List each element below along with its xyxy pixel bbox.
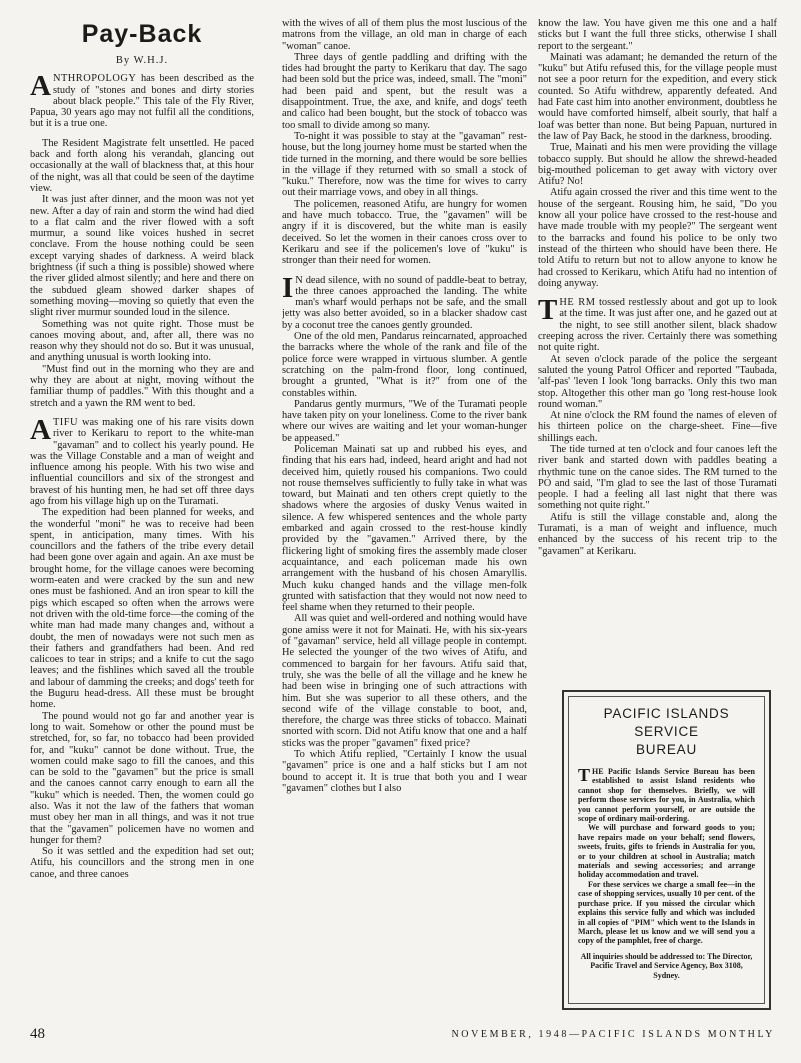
body-paragraph: Mainati was adamant; he demanded the return of the "kuku" but Atifu refused this, for the village people must not see a poor return for the expedition, and every stick counted. So Atifu withdrew, apparently defeated. And had Fate cast him into another environment, doubtless he would have comforted himself, albeit sourly, that half a loaf was better than none. But being Papuan, nurtured in the law of Pay Back, he stood in the darkness, brooding. (538, 51, 777, 142)
body-paragraph: At nine o'clock the RM found the names of eleven of his thirteen police on the charge-sheet. Fine—five shillings each. (538, 410, 777, 444)
body-paragraph: All was quiet and well-ordered and nothing would have gone amiss were it not for Mainati. He, with his six-years of "gavaman" service, held all village people in contempt. He selected the younger of the two wives of Atifu, and commenced to bargain for her favours. Atifu said that, truly, she was the belle of all the village and he knew he had been wise in bringing one of such attractions with him. But she was superior to all these others, and the second wife of the village constable to boot, and, therefore, the charge was three sticks of tobacco. Mainati snorted with scorn. Did not Atifu know that one and a half sticks was the proper "gavamen" fixed price? (282, 613, 527, 749)
body-paragraph: To which Atifu replied, "Certainly I know the usual "gavamen" price is one and a half sticks but I am not bound to accept it. It is true that both you and I wear "gavamen" clothes but I also (282, 749, 527, 794)
column-2 (282, 18, 527, 1023)
advertisement-inner-frame (568, 696, 765, 1004)
advertisement-contact: All inquiries should be addressed to: The Director, Pacific Travel and Service Agency, Box 3108, Sydney. (580, 951, 753, 980)
section-dropcap: T (538, 294, 558, 327)
body-paragraph: At seven o'clock parade of the police the sergeant saluted the young Patrol Officer and reported "Taubada, 'alf-pas' 'leven I look 'long barracks. Only this two man stop. Altogether this other man go 'long rest-house look round woman." (538, 353, 777, 410)
intro-leadin: NTHROPOLOGY (52, 73, 137, 85)
article-title: Pay-Back (81, 20, 203, 48)
article-intro (30, 70, 254, 130)
body-paragraph: The Resident Magistrate felt unsettled. He paced back and forth along his verandah, glancing out occasionally at the wall of blackness that, at this hour of the night, was all that could be seen of the daytime view. (30, 137, 254, 194)
body-paragraph: Something was not quite right. Those must be canoes moving about, and, after all, there was no reason why they should not do so. But it was unusual, and anything unusual is worth looking into. (30, 318, 254, 364)
intro-dropcap: A (30, 70, 51, 103)
advertisement-title (578, 705, 755, 759)
body-paragraph: It was just after dinner, and the moon was not yet new. After a day of rain and storm the wind had died to a flat calm and the river flowed with a soft murmur, a sound like voices hushed in secret conclave. From the house nothing could be seen except varying shades of darkness. A weird black brightness (if such a thing is possible) showed where the river glided almost silently; and here and there on the subdued gleam showed darker shapes of something moving—moving so quietly that even the slight river murmur sounded loud in the silence. (30, 194, 254, 319)
section-opening (282, 271, 527, 331)
intro-text: has been described as the study of "stones and bones and dirty stories about black people." This tale of the Fly River, Papua, 30 years ago may not fulfil all the conditions, but it is a true one. (30, 73, 254, 130)
body-paragraph: Pandarus gently murmurs, "We of the Turamati people have taken pity on your loneliness. Come to the river bank where our wives are waiting and let your woman-hunger be appeased." (282, 398, 527, 444)
body-paragraph: The pound would not go far and another year is long to wait. Somehow or other the pound must be stretched, for, so far, no tobacco had been provided for, and "kuku" cannot be done without. True, the women could make sago to fill the canoes, and this can be sold to the "gavamen" but the price is small and the canoes cannot carry enough to earn all the "kuku" which is needed. Then, the women could go also. Was it not the law of the fathers that woman must obey her man in all things, and was it not true that the "gavamen" policemen have no women and hunger for them? (30, 710, 254, 846)
body-paragraph: know the law. You have given me this one and a half sticks but I want the full three sticks, otherwise I shall report to the sergeant." (538, 18, 777, 52)
body-paragraph: True, Mainati and his men were providing the village tobacco supply. But should he allow the shrewd-headed big-mouthed policeman to get away with victory over Atifu? No! (538, 142, 777, 188)
section-leadin: TIFU (52, 416, 79, 428)
advertisement-title-line: BUREAU (635, 742, 698, 757)
body-paragraph: Three days of gentle paddling and drifting with the tides had brought the party to Kerikaru that day. The sago had been sold but the price was, indeed, small. The "moni" had been paid and spent, but the result was a disappointment. True, the axe, and knife, and dogs' teeth and calico had been bought, but the stock of tobacco was too small to divide among so many. (282, 51, 527, 131)
body-paragraph: Atifu again crossed the river and this time went to the house of the sergeant. Rousing him, he said, "Do you know all your police have crossed to the rest-house and have made trouble with my people?" The sergeant went to the barracks and found his police to be only two instead of the thirteen who should have been there. He told Atifu to return but not to allow anyone to know he had crossed to Kerikaru, which Atifu had no intention of doing anyway. (538, 187, 777, 289)
page-footer (30, 1026, 775, 1044)
body-paragraph: The expedition had been planned for weeks, and the wonderful "moni" he was to receive had been spent, in anticipation, many times. With his councillors and the fathers of the tribe every detail had been gone over again and again. An axe must be brought home, for the village canoes were becoming worm-eaten and were cracked by the sun and new ones must be fashioned. And an iron spear to kill the pigs which escaped so often when the arrows were not driven with the old-time force—the coming of the white man had made many changes and, without a doubt, the men of nowadays were not such men as their fathers and grandfathers had been. And red calicoes to tear in strips; and a knife to cut the sago leaves; and the fishlines which saved all the trouble and labour of damming the creeks; and dogs' teeth for the Buguru head-dress. All these must be brought home. (30, 507, 254, 711)
body-paragraph: So it was settled and the expedition had set out; Atifu, his councillors and the strong men in one canoe, and three canoes (30, 846, 254, 880)
page-number: 48 (30, 1026, 45, 1042)
body-paragraph: Atifu is still the village constable and, along the Turamati, is a man of weight and influence, much enhanced by the success of his recent trip to the "gavamen" at Kerikaru. (538, 511, 777, 557)
advertisement-dropcap: T (578, 765, 591, 785)
section-text: N dead silence, with no sound of paddle-beat to betray, the three canoes approached the landing. The white man's wharf would perhaps not be safe, and the small jetty was also better avoided, so in a blacker shadow cast by a coconut tree the canoes gently grounded. (282, 274, 527, 331)
body-paragraph: "Must find out in the morning who they are and why they are about at night, moving without the familiar thump of paddles." With this thought and a stretch and a yawn the RM went to bed. (30, 363, 254, 409)
section-text: was making one of his rare visits down river to Kerikaru to report to the white-man "gavaman" and to collect his yearly pound. He was the Village Constable and a man of weight and influence among his people. With his two wise and influential councillors and six of the strongest and bravest of his hunting men, he had set off three days ago from his village high up on the Turamati. (30, 416, 254, 507)
advertisement-paragraph (578, 767, 755, 823)
advertisement-title-line: PACIFIC ISLANDS SERVICE (603, 706, 730, 739)
column-1 (30, 18, 254, 1023)
advertisement-paragraph: We will purchase and forward goods to you; have repairs made on your behalf; send flowers, sweets, fruits, gifts to friends in Australia for you, or to your children at school in Australia; match materials and sewing accessories; and arrange holiday accommodation and travel. (578, 823, 755, 880)
body-paragraph: The policemen, reasoned Atifu, are hungry for women and have much tobacco. True, the "gavamen" will be angry if it is discovered, but the white man is easily deceived. So let the women in their canoes cross over to Kerikaru and see if the policemen's love of "kuku" is stronger than their need for women. (282, 198, 527, 267)
section-opening (30, 413, 254, 507)
advertisement-box (562, 690, 771, 1010)
body-paragraph: Policeman Mainati sat up and rubbed his eyes, and finding that his ears had, indeed, heard aright and had not deceived him, quietly roused his companions. Two could not rouse themselves sufficiently to fully take in what was toward, but Mainati and ten others crept quietly to the shadows where the argosies of dusky Venus waited in silence. A few whispered sentences and the whole party embarked and again crossed to the rest-house kindly provided by the "gavamen." Arrived there, by the flickering light of smoking fires the assembly made closer acquaintance, and each policeman made his own arrangement with the husband of his chosen Amaryllis. Much kuku changed hands and the village men-folk grunted with satisfaction that they would not now need to feel shame when they returned to their people. (282, 443, 527, 614)
article-byline: By W.H.J. (115, 55, 169, 66)
section-opening (538, 294, 777, 354)
advertisement-paragraph: For these services we charge a small fee—in the case of shopping services, usually 10 per cent. of the purchase price. If you missed the circular which explains this service fully and which was included in all copies of "PIM" which went to the Islands in March, please let us know and we will send you a copy of the pamphlet, free of charge. (578, 879, 755, 946)
section-text: tossed restlessly about and got up to look at the time. It was just after one, and he gazed out at the night, to see still another silent, black shadow creeping across the river. Certainly there was something not quite right. (538, 297, 777, 354)
section-dropcap: A (30, 413, 51, 446)
section-dropcap: I (282, 271, 294, 304)
body-paragraph: with the wives of all of them plus the most luscious of the matrons from the village, an old man in charge of each "woman" canoe. (282, 18, 527, 52)
body-paragraph: To-night it was possible to stay at the "gavaman" rest-house, but the long journey home must be started when the tide turned in the morning, and there would be sore bellies in the village if they returned with so small a stock of "kuku." Therefore, now was the time for wives to carry out their marriage vows, and obey in all things. (282, 130, 527, 199)
body-paragraph: The tide turned at ten o'clock and four canoes left the river bank and started down with paddles beating a rhythmic tune on the canoe sides. The RM turned to the PO and said, "I'm glad to see the last of those Turamati people. I had a feeling all last night that there was something not quite right." (538, 443, 777, 512)
advertisement-text: HE Pacific Islands Service Bureau has been established to assist Island residents who cannot shop for themselves. Briefly, we will perform those services for you, in Australia, which you cannot perform yourself, or are outside the scope of ordinary mail-ordering. (578, 767, 755, 824)
section-leadin: HE RM (559, 297, 596, 309)
running-footer: NOVEMBER, 1948—PACIFIC ISLANDS MONTHLY (451, 1029, 775, 1040)
column-3 (538, 18, 777, 658)
body-paragraph: One of the old men, Pandarus reincarnated, approached the barracks where the whole of the rank and file of the police force were wrapped in virtuous slumber. A gentle scratching on the palm-frond floor, long continued, brought a grunted, "What is it?" from one of the constables within. (282, 331, 527, 399)
